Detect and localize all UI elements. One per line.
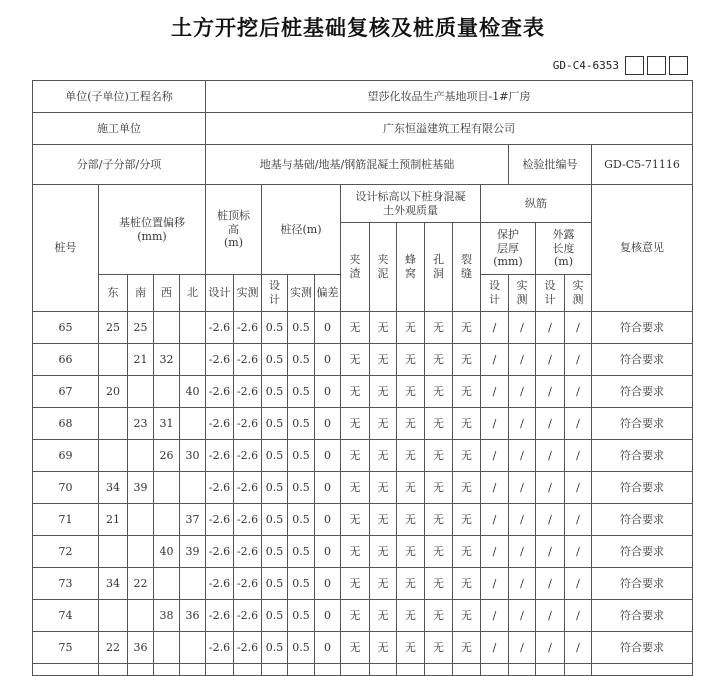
cell-exposed-design: / [536, 632, 565, 664]
cell-inclusion: 无 [341, 536, 370, 568]
cell-mud: 无 [370, 344, 397, 376]
cell-elev-actual [234, 664, 262, 676]
cell-elev-actual: -2.6 [234, 600, 262, 632]
cell-dia-actual: 0.5 [288, 440, 315, 472]
header-offset-unit: (mm) [137, 229, 167, 243]
cell-dia-deviation: 0 [315, 312, 341, 344]
cell-honeycomb: 无 [397, 568, 425, 600]
cell-elev-actual: -2.6 [234, 312, 262, 344]
cell-honeycomb: 无 [397, 472, 425, 504]
cell-inclusion: 无 [341, 472, 370, 504]
cell-inclusion: 无 [341, 376, 370, 408]
cell-elev-actual: -2.6 [234, 472, 262, 504]
table-row [33, 632, 693, 664]
cell-honeycomb: 无 [397, 600, 425, 632]
cell-review: 符合要求 [592, 440, 693, 472]
cell-exposed-actual: / [565, 504, 592, 536]
cell-exposed-actual: / [565, 440, 592, 472]
cell-pile-no: 71 [33, 504, 99, 536]
cell-cover-actual: / [509, 568, 536, 600]
cell-exposed-actual: / [565, 568, 592, 600]
cell-cover-actual [509, 664, 536, 676]
cell-offset-east [99, 440, 128, 472]
cell-offset-south: 39 [128, 472, 154, 504]
cell-exposed-actual: / [565, 344, 592, 376]
table-row [33, 664, 693, 676]
cell-cover-design: / [481, 504, 509, 536]
cell-offset-east: 25 [99, 312, 128, 344]
cell-inclusion: 无 [341, 440, 370, 472]
cell-elev-actual: -2.6 [234, 440, 262, 472]
cell-pile-no: 65 [33, 312, 99, 344]
cell-exposed-design: / [536, 536, 565, 568]
cell-dia-actual: 0.5 [288, 408, 315, 440]
cell-honeycomb: 无 [397, 504, 425, 536]
cell-offset-west [154, 632, 180, 664]
form-code: GD-C4-6353 [552, 58, 619, 72]
header-dia-design: 设计 [262, 275, 288, 312]
header-mud: 夹泥 [370, 223, 397, 312]
cell-offset-south: 22 [128, 568, 154, 600]
cell-cover-design: / [481, 568, 509, 600]
cell-offset-north: 30 [180, 440, 206, 472]
header-cover-design: 设计 [481, 275, 509, 312]
cell-honeycomb: 无 [397, 536, 425, 568]
cell-elev-design: -2.6 [206, 376, 234, 408]
cell-offset-west: 38 [154, 600, 180, 632]
cell-crack: 无 [453, 504, 481, 536]
cell-elev-design: -2.6 [206, 504, 234, 536]
cell-dia-design: 0.5 [262, 568, 288, 600]
cell-offset-north [180, 568, 206, 600]
code-checkbox-2[interactable] [647, 56, 666, 75]
cell-dia-design: 0.5 [262, 408, 288, 440]
cell-elev-design: -2.6 [206, 312, 234, 344]
cell-dia-actual: 0.5 [288, 472, 315, 504]
cell-cover-design: / [481, 632, 509, 664]
batch-label: 检验批编号 [509, 145, 592, 185]
cell-hole: 无 [425, 376, 453, 408]
cell-cover-actual: / [509, 600, 536, 632]
cell-honeycomb: 无 [397, 344, 425, 376]
header-top-elev [206, 185, 262, 275]
header-east: 东 [99, 275, 128, 312]
table-row [33, 504, 693, 536]
cell-honeycomb: 无 [397, 440, 425, 472]
project-value: 望莎化妆品生产基地项目-1#厂房 [206, 81, 693, 113]
cell-exposed-actual: / [565, 632, 592, 664]
header-dia-actual: 实测 [288, 275, 315, 312]
cell-dia-deviation: 0 [315, 408, 341, 440]
cell-hole: 无 [425, 568, 453, 600]
cell-inclusion: 无 [341, 600, 370, 632]
cell-mud: 无 [370, 568, 397, 600]
cell-cover-actual: / [509, 344, 536, 376]
form-title: 土方开挖后桩基础复核及桩质量检查表 [171, 16, 545, 40]
cell-cover-actual: / [509, 312, 536, 344]
cell-elev-design: -2.6 [206, 472, 234, 504]
cell-cover-design: / [481, 600, 509, 632]
cell-pile-no: 72 [33, 536, 99, 568]
cell-review [592, 664, 693, 676]
cell-elev-actual: -2.6 [234, 376, 262, 408]
cell-offset-east [99, 344, 128, 376]
cell-hole: 无 [425, 408, 453, 440]
cell-review: 符合要求 [592, 312, 693, 344]
cell-pile-no [33, 664, 99, 676]
cell-dia-actual: 0.5 [288, 376, 315, 408]
cell-crack: 无 [453, 344, 481, 376]
cell-cover-design: / [481, 344, 509, 376]
cell-exposed-design [536, 664, 565, 676]
cell-offset-north: 36 [180, 600, 206, 632]
batch-value: GD-C5-71116 [592, 145, 693, 185]
cell-inclusion: 无 [341, 344, 370, 376]
cell-offset-south [128, 504, 154, 536]
cell-review: 符合要求 [592, 600, 693, 632]
cell-dia-design: 0.5 [262, 472, 288, 504]
cell-elev-actual: -2.6 [234, 536, 262, 568]
cell-offset-west: 26 [154, 440, 180, 472]
cell-crack: 无 [453, 472, 481, 504]
cell-hole: 无 [425, 632, 453, 664]
cell-pile-no: 66 [33, 344, 99, 376]
cell-elev-design: -2.6 [206, 408, 234, 440]
cell-inclusion: 无 [341, 408, 370, 440]
table-row [33, 472, 693, 504]
cell-offset-south [128, 440, 154, 472]
cell-hole: 无 [425, 312, 453, 344]
cell-offset-east [99, 536, 128, 568]
cell-review: 符合要求 [592, 568, 693, 600]
cell-dia-design: 0.5 [262, 312, 288, 344]
cell-dia-design: 0.5 [262, 600, 288, 632]
cell-offset-east: 21 [99, 504, 128, 536]
cell-elev-design: -2.6 [206, 632, 234, 664]
division-value: 地基与基础/地基/钢筋混凝土预制桩基础 [206, 145, 509, 185]
cell-cover-design: / [481, 408, 509, 440]
cell-crack [453, 664, 481, 676]
cell-pile-no: 67 [33, 376, 99, 408]
cell-hole: 无 [425, 440, 453, 472]
cell-hole: 无 [425, 504, 453, 536]
cell-elev-design: -2.6 [206, 440, 234, 472]
cell-elev-design: -2.6 [206, 568, 234, 600]
header-rebar: 纵筋 [481, 185, 592, 223]
cell-offset-north: 39 [180, 536, 206, 568]
cell-cover-actual: / [509, 536, 536, 568]
cell-dia-design: 0.5 [262, 504, 288, 536]
header-offset [99, 185, 206, 275]
cell-cover-actual: / [509, 504, 536, 536]
cell-offset-north [180, 664, 206, 676]
header-exposed-design: 设计 [536, 275, 565, 312]
cell-exposed-actual [565, 664, 592, 676]
header-exposed: 外露长度 (m) [536, 223, 592, 275]
cell-offset-north [180, 472, 206, 504]
cell-offset-east [99, 664, 128, 676]
table-row [33, 600, 693, 632]
cell-pile-no: 68 [33, 408, 99, 440]
cell-crack: 无 [453, 408, 481, 440]
code-checkbox-1[interactable] [625, 56, 644, 75]
cell-offset-south [128, 536, 154, 568]
cell-honeycomb: 无 [397, 408, 425, 440]
cell-review: 符合要求 [592, 344, 693, 376]
cell-review: 符合要求 [592, 408, 693, 440]
cell-mud: 无 [370, 312, 397, 344]
cell-dia-design: 0.5 [262, 536, 288, 568]
cell-mud: 无 [370, 408, 397, 440]
cell-crack: 无 [453, 376, 481, 408]
cell-cover-design: / [481, 472, 509, 504]
header-inclusion: 夹渣 [341, 223, 370, 312]
table-row [33, 440, 693, 472]
cell-dia-design [262, 664, 288, 676]
cell-exposed-design: / [536, 568, 565, 600]
cell-exposed-design: / [536, 408, 565, 440]
cell-mud: 无 [370, 600, 397, 632]
table-row [33, 408, 693, 440]
cell-crack: 无 [453, 632, 481, 664]
cell-offset-west [154, 472, 180, 504]
cell-offset-east: 34 [99, 472, 128, 504]
cell-elev-actual: -2.6 [234, 408, 262, 440]
cell-cover-design: / [481, 312, 509, 344]
cell-dia-actual: 0.5 [288, 568, 315, 600]
cell-offset-south: 21 [128, 344, 154, 376]
header-exposed-actual: 实测 [565, 275, 592, 312]
cell-inclusion: 无 [341, 312, 370, 344]
header-south: 南 [128, 275, 154, 312]
cell-cover-actual: / [509, 376, 536, 408]
header-honeycomb: 蜂窝 [397, 223, 425, 312]
cell-inclusion [341, 664, 370, 676]
cell-offset-north [180, 344, 206, 376]
cell-cover-design: / [481, 376, 509, 408]
builder-label: 施工单位 [33, 113, 206, 145]
cell-elev-design: -2.6 [206, 536, 234, 568]
cell-mud: 无 [370, 632, 397, 664]
cell-exposed-design: / [536, 504, 565, 536]
cell-offset-south: 25 [128, 312, 154, 344]
cell-offset-west [154, 376, 180, 408]
cell-review: 符合要求 [592, 504, 693, 536]
header-crack: 裂缝 [453, 223, 481, 312]
cell-exposed-design: / [536, 472, 565, 504]
cell-mud: 无 [370, 504, 397, 536]
cell-cover-actual: / [509, 632, 536, 664]
cell-inclusion: 无 [341, 504, 370, 536]
cell-honeycomb: 无 [397, 376, 425, 408]
cell-dia-deviation: 0 [315, 440, 341, 472]
cell-offset-north [180, 408, 206, 440]
cell-offset-north [180, 312, 206, 344]
cell-offset-west: 40 [154, 536, 180, 568]
header-cover-actual: 实测 [509, 275, 536, 312]
cell-offset-east [99, 408, 128, 440]
cell-dia-deviation: 0 [315, 376, 341, 408]
cell-pile-no: 69 [33, 440, 99, 472]
cell-review: 符合要求 [592, 472, 693, 504]
cell-dia-deviation: 0 [315, 632, 341, 664]
cell-elev-actual: -2.6 [234, 504, 262, 536]
cell-elev-actual: -2.6 [234, 344, 262, 376]
header-cover: 保护层厚 (mm) [481, 223, 536, 275]
cell-offset-south: 23 [128, 408, 154, 440]
cell-offset-south [128, 376, 154, 408]
cell-dia-deviation: 0 [315, 472, 341, 504]
cell-offset-east [99, 600, 128, 632]
cell-dia-design: 0.5 [262, 632, 288, 664]
header-appearance: 设计标高以下桩身混凝土外观质量 [341, 185, 481, 223]
cell-offset-west [154, 568, 180, 600]
cell-elev-design: -2.6 [206, 600, 234, 632]
cell-exposed-design: / [536, 376, 565, 408]
cell-offset-west [154, 312, 180, 344]
cell-dia-actual: 0.5 [288, 504, 315, 536]
cell-honeycomb [397, 664, 425, 676]
cell-review: 符合要求 [592, 632, 693, 664]
cell-exposed-design: / [536, 440, 565, 472]
division-label: 分部/子分部/分项 [33, 145, 206, 185]
cell-pile-no: 70 [33, 472, 99, 504]
cell-pile-no: 74 [33, 600, 99, 632]
cell-exposed-actual: / [565, 600, 592, 632]
header-pile-no: 桩号 [33, 185, 99, 312]
header-north: 北 [180, 275, 206, 312]
cell-dia-deviation: 0 [315, 568, 341, 600]
cell-crack: 无 [453, 536, 481, 568]
table-row [33, 568, 693, 600]
cell-cover-actual: / [509, 472, 536, 504]
cell-crack: 无 [453, 312, 481, 344]
cell-dia-actual [288, 664, 315, 676]
cell-offset-west: 31 [154, 408, 180, 440]
cell-hole [425, 664, 453, 676]
cell-crack: 无 [453, 568, 481, 600]
cell-pile-no: 73 [33, 568, 99, 600]
header-diameter: 桩径(m) [262, 185, 341, 275]
cell-inclusion: 无 [341, 568, 370, 600]
cell-mud: 无 [370, 536, 397, 568]
header-review: 复核意见 [592, 185, 693, 312]
cell-offset-east: 22 [99, 632, 128, 664]
header-dia-deviation: 偏差 [315, 275, 341, 312]
cell-honeycomb: 无 [397, 312, 425, 344]
cell-elev-design [206, 664, 234, 676]
cell-inclusion: 无 [341, 632, 370, 664]
cell-dia-deviation: 0 [315, 504, 341, 536]
header-west: 西 [154, 275, 180, 312]
cell-exposed-design: / [536, 344, 565, 376]
cell-offset-west: 32 [154, 344, 180, 376]
cell-offset-south: 36 [128, 632, 154, 664]
cell-offset-south [128, 600, 154, 632]
cell-dia-actual: 0.5 [288, 632, 315, 664]
cell-elev-actual: -2.6 [234, 632, 262, 664]
cell-dia-actual: 0.5 [288, 536, 315, 568]
cell-dia-actual: 0.5 [288, 312, 315, 344]
builder-value: 广东恒溢建筑工程有限公司 [206, 113, 693, 145]
header-top-elev-label: 桩顶标高 [217, 208, 250, 236]
cell-dia-deviation: 0 [315, 536, 341, 568]
code-checkbox-3[interactable] [669, 56, 688, 75]
cell-hole: 无 [425, 344, 453, 376]
header-elev-design: 设计 [206, 275, 234, 312]
cell-crack: 无 [453, 600, 481, 632]
cell-crack: 无 [453, 440, 481, 472]
cell-exposed-actual: / [565, 536, 592, 568]
table-row [33, 344, 693, 376]
inspection-table [32, 80, 693, 676]
cell-elev-design: -2.6 [206, 344, 234, 376]
cell-cover-design [481, 664, 509, 676]
cell-exposed-actual: / [565, 376, 592, 408]
project-label: 单位(子单位)工程名称 [33, 81, 206, 113]
cell-dia-design: 0.5 [262, 376, 288, 408]
cell-cover-actual: / [509, 440, 536, 472]
cell-exposed-actual: / [565, 472, 592, 504]
cell-offset-north [180, 632, 206, 664]
cell-offset-north: 37 [180, 504, 206, 536]
cell-mud: 无 [370, 376, 397, 408]
cell-dia-deviation [315, 664, 341, 676]
cell-offset-west [154, 664, 180, 676]
cell-honeycomb: 无 [397, 632, 425, 664]
cell-mud: 无 [370, 440, 397, 472]
cell-cover-actual: / [509, 408, 536, 440]
cell-hole: 无 [425, 600, 453, 632]
header-hole: 孔洞 [425, 223, 453, 312]
data-rows [33, 312, 693, 676]
cell-review: 符合要求 [592, 536, 693, 568]
cell-offset-south [128, 664, 154, 676]
cell-offset-east: 20 [99, 376, 128, 408]
cell-hole: 无 [425, 536, 453, 568]
header-offset-label: 基桩位置偏移 [119, 215, 185, 229]
header-elev-actual: 实测 [234, 275, 262, 312]
cell-dia-actual: 0.5 [288, 344, 315, 376]
cell-mud [370, 664, 397, 676]
cell-exposed-actual: / [565, 312, 592, 344]
cell-mud: 无 [370, 472, 397, 504]
cell-dia-design: 0.5 [262, 440, 288, 472]
table-row [33, 312, 693, 344]
cell-dia-deviation: 0 [315, 600, 341, 632]
form-code-row [553, 54, 688, 76]
cell-exposed-design: / [536, 600, 565, 632]
cell-exposed-actual: / [565, 408, 592, 440]
cell-offset-west [154, 504, 180, 536]
cell-offset-north: 40 [180, 376, 206, 408]
cell-offset-east: 34 [99, 568, 128, 600]
cell-cover-design: / [481, 536, 509, 568]
cell-dia-actual: 0.5 [288, 600, 315, 632]
cell-dia-deviation: 0 [315, 344, 341, 376]
cell-exposed-design: / [536, 312, 565, 344]
cell-dia-design: 0.5 [262, 344, 288, 376]
cell-review: 符合要求 [592, 376, 693, 408]
table-row [33, 536, 693, 568]
cell-hole: 无 [425, 472, 453, 504]
cell-pile-no: 75 [33, 632, 99, 664]
cell-cover-design: / [481, 440, 509, 472]
header-top-elev-unit: (m) [223, 236, 243, 250]
cell-elev-actual: -2.6 [234, 568, 262, 600]
table-row [33, 376, 693, 408]
